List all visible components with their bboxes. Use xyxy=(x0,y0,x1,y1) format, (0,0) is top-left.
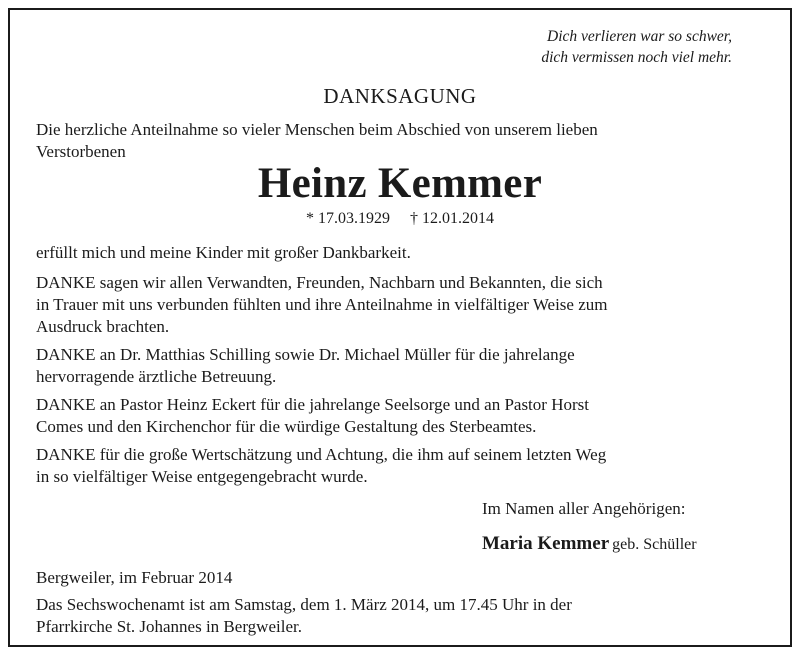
intro-line: Die herzliche Anteilnahme so vieler Menschen beim Abschied von unserem lieben xyxy=(36,120,598,139)
thanks-line: Comes und den Kirchenchor für die würdige Gestaltung des Sterbeamtes. xyxy=(36,417,537,436)
motto-line: Dich verlieren war so schwer, xyxy=(547,28,732,45)
thanks-paragraph-pastors xyxy=(36,394,766,438)
signature xyxy=(482,531,697,558)
thanks-paragraph-doctors xyxy=(36,344,766,388)
birth-date: * 17.03.1929 xyxy=(306,210,390,227)
gratitude-paragraph xyxy=(36,242,766,264)
death-date: † 12.01.2014 xyxy=(410,210,494,227)
place-date xyxy=(36,567,766,589)
service-line: Pfarrkirche St. Johannes in Bergweiler. xyxy=(36,617,302,636)
thanks-paragraph-appreciation xyxy=(36,444,766,488)
page-title: DANKSAGUNG xyxy=(323,84,477,108)
gratitude-line: erfüllt mich und meine Kinder mit großer Dankbarkeit. xyxy=(36,243,411,262)
thanks-paragraph-relatives xyxy=(36,272,766,338)
signature-name: Maria Kemmer xyxy=(482,533,610,554)
thanks-line: DANKE sagen wir allen Verwandten, Freunden, Nachbarn und Bekannten, die sich xyxy=(36,273,603,292)
service-notice xyxy=(36,594,766,638)
thanks-line: in so vielfältiger Weise entgegengebracht wurde. xyxy=(36,467,368,486)
motto-line: dich vermissen noch viel mehr. xyxy=(541,49,732,66)
motto-verse xyxy=(432,26,732,68)
signature-label: Im Namen aller Angehörigen: xyxy=(482,499,686,518)
thanks-line: hervorragende ärztliche Betreuung. xyxy=(36,367,277,386)
thanks-line: DANKE an Dr. Matthias Schilling sowie Dr. Michael Müller für die jahrelange xyxy=(36,345,575,364)
intro-line: Verstorbenen xyxy=(36,142,126,161)
service-line: Das Sechswochenamt ist am Samstag, dem 1. März 2014, um 17.45 Uhr in der xyxy=(36,595,572,614)
signature-birth-name: geb. Schüller xyxy=(612,536,697,553)
place-date-line: Bergweiler, im Februar 2014 xyxy=(36,568,233,587)
thanks-line: DANKE für die große Wertschätzung und Achtung, die ihm auf seinem letzten Weg xyxy=(36,445,607,464)
thanks-line: in Trauer mit uns verbunden fühlten und ihre Anteilnahme in vielfältiger Weise zum xyxy=(36,295,608,314)
thanks-line: DANKE an Pastor Heinz Eckert für die jahrelange Seelsorge und an Pastor Horst xyxy=(36,395,589,414)
intro-paragraph xyxy=(36,119,766,163)
thanks-line: Ausdruck brachten. xyxy=(36,317,170,336)
deceased-name: Heinz Kemmer xyxy=(257,160,543,207)
life-dates xyxy=(0,209,800,229)
